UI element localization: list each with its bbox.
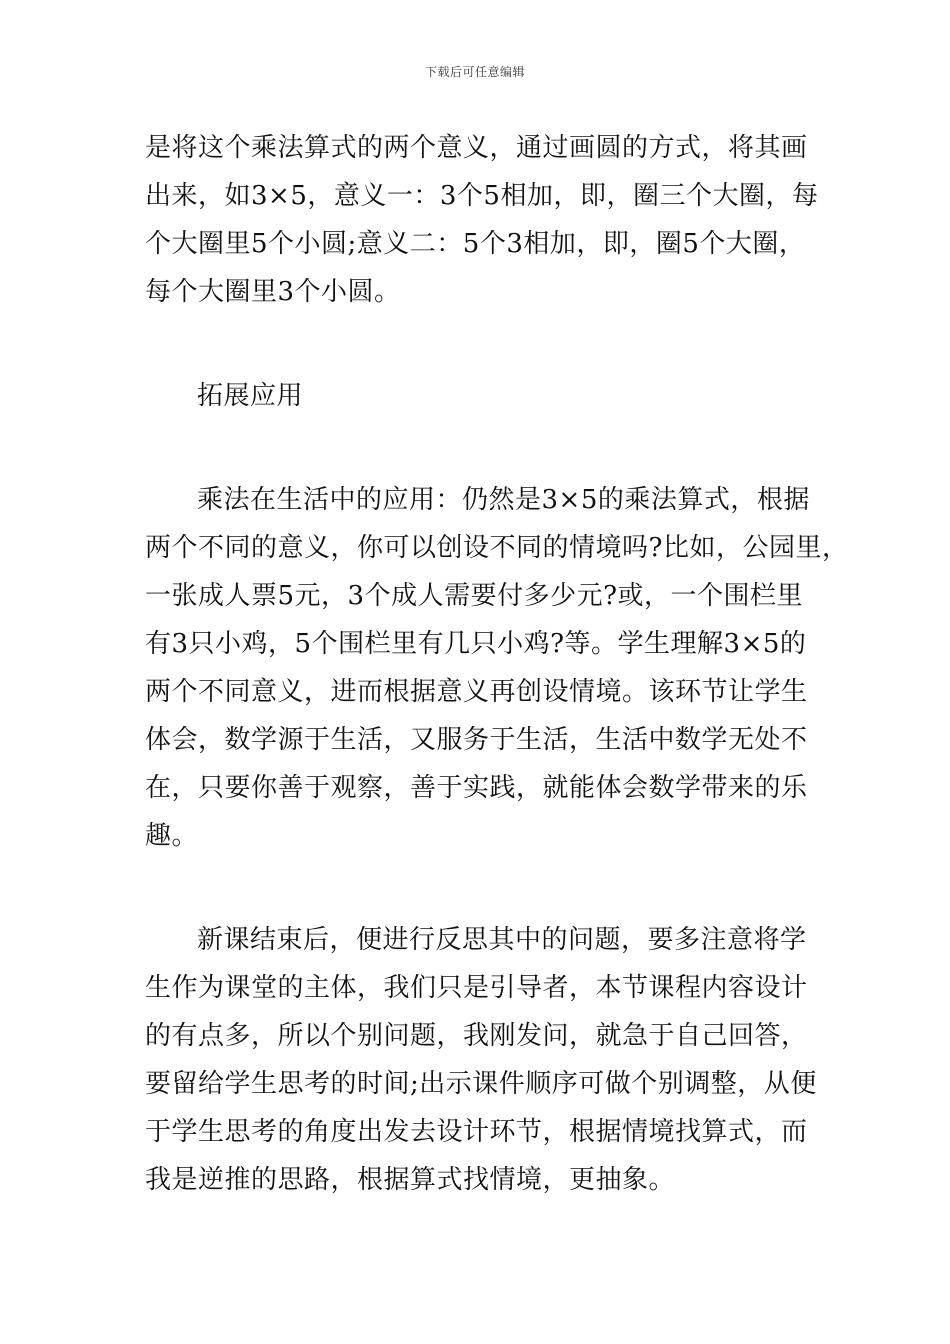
paragraph-drawing-circles [145,124,819,316]
text-line: 新课结束后，便进行反思其中的问题，要多注意将学 [197,925,807,955]
paragraph-application [145,476,849,860]
text-line: 两个不同的意义，你可以创设不同的情境吗?比如，公园里， [145,533,849,563]
text-line: 体会，数学源于生活，又服务于生活，生活中数学无处不 [145,725,808,755]
text-line: 生作为课堂的主体，我们只是引导者，本节课程内容设计 [145,973,808,1003]
section-heading: 拓展应用 [197,381,304,411]
paragraph-spacer [145,316,810,372]
text-line: 我是逆推的思路，根据算式找情境，更抽象。 [145,1165,676,1195]
text-line: 乘法在生活中的应用：仍然是3×5的乘法算式，根据 [197,485,810,515]
text-line: 个大圈里5个小圆;意义二：5个3相加，即，圈5个大圈， [145,229,806,259]
text-line: 是将这个乘法算式的两个意义，通过画圆的方式，将其画 [145,133,808,163]
text-line: 于学生思考的角度出发去设计环节，根据情境找算式，而 [145,1117,808,1147]
paragraph-reflection [145,916,817,1204]
text-line: 要留给学生思考的时间;出示课件顺序可做个别调整，从便 [145,1069,817,1099]
text-line: 每个大圈里3个小圆。 [145,277,401,307]
text-line: 有3只小鸡，5个围栏里有几只小鸡?等。学生理解3×5的 [145,629,807,659]
paragraph-spacer [145,420,810,476]
text-line: 出来，如3×5，意义一：3个5相加，即，圈三个大圈，每 [145,181,819,211]
text-line: 在，只要你善于观察，善于实践，就能体会数学带来的乐 [145,773,808,803]
text-line: 两个不同意义，进而根据意义再创设情境。该环节让学生 [145,677,808,707]
text-line: 的有点多，所以个别问题，我刚发问，就急于自己回答， [145,1021,808,1051]
header-note: 下载后可任意编辑 [424,65,525,79]
text-line: 一张成人票5元，3个成人需要付多少元?或，一个围栏里 [145,581,804,611]
document-body [145,124,849,1204]
text-line: 趣。 [145,821,199,851]
paragraph-spacer [145,860,810,916]
